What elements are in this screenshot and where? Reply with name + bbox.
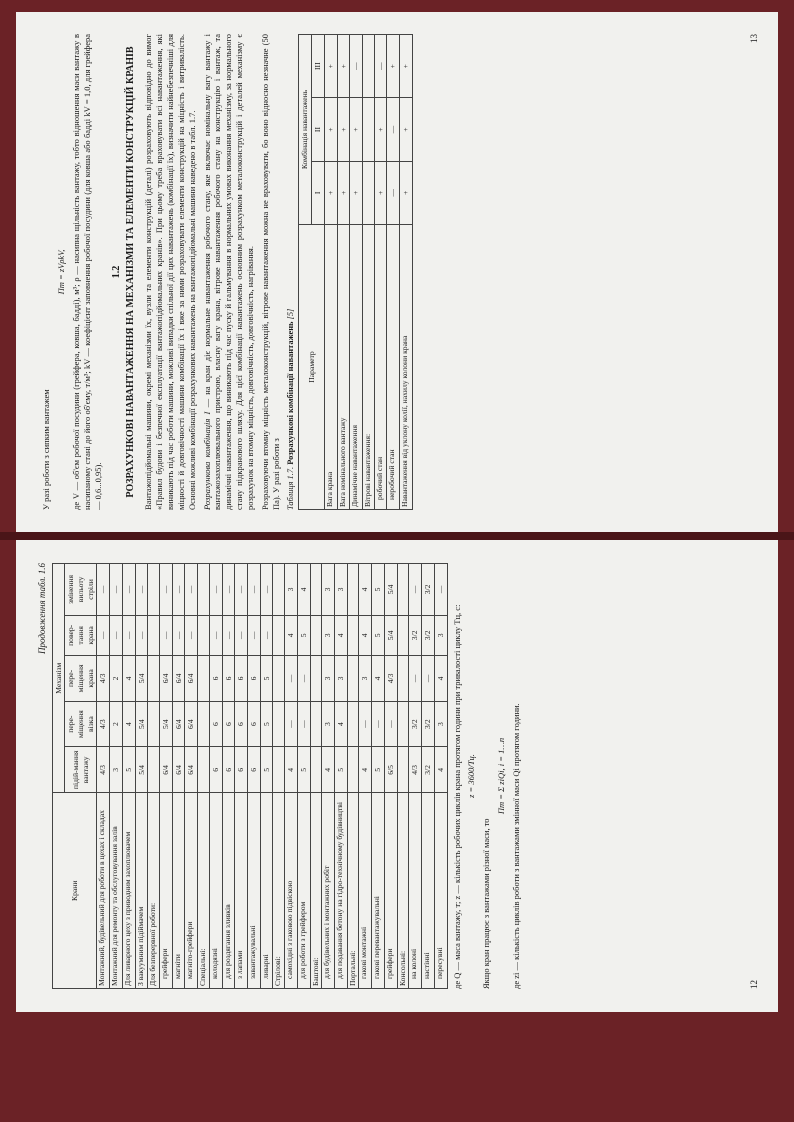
table-cell — [347, 655, 359, 701]
table-cell: 3/2 — [422, 747, 435, 793]
table-row — [159, 564, 172, 989]
table-cell — [347, 747, 359, 793]
table-cell: + — [350, 161, 363, 224]
table-cell — [310, 615, 322, 655]
table-cell: 4 — [322, 747, 335, 793]
table-cell: 3 — [434, 702, 447, 747]
table-cell: — — [248, 564, 261, 616]
row-label: гакові перевантажувальні — [372, 793, 385, 989]
table-cell: 2 — [110, 655, 123, 701]
table-cell — [198, 615, 210, 655]
paragraph-2-text: — на кран діє нормальне навантаження робочого стану, яке включає номінальну вагу вантажу і вантажозахоплювального пристрою, власну вагу крана, вітрове навантаження робочого стану на конструкцію і вантаж, та динамічні навантаження, що виникають під час пуску й гальмування в нормальних умовах виконання механізму, за нормального стану підкранового шляху. Для цієї комбінації навантажень основним розрахунком металоконструкцій і деталей механізму є розрахунок на втомну міцність, довговічність, довговічність, нагрівання. — [201, 33, 256, 510]
table-cell — [397, 655, 409, 701]
table-cell: — — [235, 615, 248, 655]
table-cell — [347, 564, 359, 616]
table-cell: 4/3 — [384, 655, 397, 701]
table-row — [260, 564, 273, 989]
row-label: Портальні: — [347, 793, 359, 989]
table-cell: 4 — [434, 655, 447, 701]
table-caption — [286, 34, 297, 510]
table-cell — [148, 615, 160, 655]
table-cell: — — [297, 702, 310, 747]
table-cell: 5/4 — [159, 702, 172, 747]
table-cell: 5 — [260, 702, 273, 747]
table-row — [347, 564, 359, 989]
table-cell — [198, 655, 210, 701]
table-cell: 3 — [335, 655, 348, 701]
table-cell: 3/2 — [422, 702, 435, 747]
table-cell — [148, 564, 160, 616]
table-cell: — — [110, 615, 123, 655]
col-trolley: пере-міщення візка — [65, 702, 97, 747]
table-cell: 4 — [359, 747, 372, 793]
table-cell: + — [324, 35, 337, 98]
paragraph-2 — [202, 34, 256, 510]
table-cell: 6/4 — [185, 747, 198, 793]
table-cell: 4 — [359, 615, 372, 655]
table-row — [422, 564, 435, 989]
table-cell: 4 — [434, 747, 447, 793]
table-cell: 6/4 — [172, 655, 185, 701]
text-bulk-cargo: У разі роботи з сипким вантажем — [41, 389, 51, 510]
table-cell: + — [400, 98, 413, 161]
table-cell: 6/4 — [185, 702, 198, 747]
table-cell: — — [185, 615, 198, 655]
table-cell: 5/4 — [135, 702, 148, 747]
table-cell: — — [260, 564, 273, 616]
table-cell: 6 — [235, 702, 248, 747]
table-row — [148, 564, 160, 989]
row-label: Стрілові: — [273, 793, 285, 989]
table-cell: 6 — [222, 702, 235, 747]
table-cell: + — [400, 35, 413, 98]
col-boom: змінення вильоту стріли — [65, 564, 97, 616]
table-cell: 4 — [297, 564, 310, 616]
table-cell: 6 — [209, 747, 222, 793]
row-label: магніто-грейфери — [185, 793, 198, 989]
table-cell: — — [97, 564, 110, 616]
table-cell: 3/2 — [409, 615, 422, 655]
col-rotate: повер-тання крана — [65, 615, 97, 655]
table-cell: — — [209, 615, 222, 655]
table-cell: 3 — [322, 655, 335, 701]
table-cell: 3/2 — [409, 702, 422, 747]
row-label: Динамічне навантаження — [350, 225, 363, 510]
table-cell: 6 — [235, 747, 248, 793]
table-cell: 5 — [122, 747, 135, 793]
table-cell — [397, 747, 409, 793]
formula-cycles: z = 3600/Tц. — [466, 754, 477, 798]
table-row — [397, 564, 409, 989]
table-cell — [198, 747, 210, 793]
row-label: неробочий стан — [387, 225, 400, 510]
table-cell: — — [260, 615, 273, 655]
col-crane: Крани — [52, 793, 97, 989]
table-cell: — — [235, 564, 248, 616]
table-cell: + — [400, 161, 413, 224]
table-row — [363, 35, 375, 510]
table-row — [337, 35, 350, 510]
table-cell: 6 — [222, 747, 235, 793]
row-label: З вакуумним підіймачем — [135, 793, 148, 989]
table-row — [400, 35, 413, 510]
table-row — [248, 564, 261, 989]
right-page-rotated — [27, 22, 767, 522]
table-row — [374, 35, 387, 510]
section-title: РОЗРАХУНКОВІ НАВАНТАЖЕННЯ НА МЕХАНІЗМИ ТА ЕЛЕМЕНТИ КОНСТРУКЦІЙ КРАНІВ — [125, 46, 137, 498]
table-cell: 3 — [434, 615, 447, 655]
table-cell: 5/4 — [135, 747, 148, 793]
right-page — [16, 12, 778, 532]
table-row — [122, 564, 135, 989]
row-label: настінні — [422, 793, 435, 989]
table-cell: 5 — [297, 615, 310, 655]
table-cell: — — [285, 655, 298, 701]
table-row — [384, 564, 397, 989]
row-label: Навантаження від уклону колії, нахилу колони крана — [400, 225, 413, 510]
table-cell: — — [185, 564, 198, 616]
row-label: робочий стан — [374, 225, 387, 510]
table-cell: — — [384, 702, 397, 747]
row-label: Для ливарного цеху з приводним захоплювачем — [122, 793, 135, 989]
table-row — [97, 564, 110, 989]
table-cell: + — [374, 98, 387, 161]
table-cell: + — [374, 161, 387, 224]
text-volume-definition: де V — об'єм робочої посудини (грейфера, ковша, бадді), м³; ρ — насипна щільність вантажу, тобто відношення маси вантажу в насипаному стані до його об'єму, т/м³; kV — коефіцієнт заповнення робочої посудини (для ковша або бадді kV = 1,0, для грейфера — 0,6...0,95). — [70, 34, 103, 510]
table-cell: 5/4 — [135, 655, 148, 701]
table-cell — [148, 702, 160, 747]
table-cell: 5 — [372, 564, 385, 616]
table-cell: — — [374, 35, 387, 98]
table-cell: — — [297, 655, 310, 701]
table-cell — [363, 35, 375, 98]
row-label: Спеціальні: — [198, 793, 210, 989]
table-cell: + — [324, 161, 337, 224]
row-label: завантажувальні — [248, 793, 261, 989]
table-cell: + — [337, 98, 350, 161]
table-cell — [310, 747, 322, 793]
col-crane-move: пере-міщення крана — [65, 655, 97, 701]
table-cell: + — [337, 35, 350, 98]
table-cell: 2 — [110, 702, 123, 747]
table-cell — [273, 747, 285, 793]
row-label: магніти — [172, 793, 185, 989]
text-zi-definition: де zi — кількість циклів роботи з вантажами змінної маси Qi протягом години. — [511, 703, 522, 989]
row-label: Вага номінального вантажу — [337, 225, 350, 510]
formula-bulk: Пт = zVρkV, — [55, 249, 66, 295]
table-cell: 6/4 — [159, 747, 172, 793]
col-combination-1: I — [312, 161, 325, 224]
table-cell: + — [324, 98, 337, 161]
row-label: Вітрові навантаження: — [363, 225, 375, 510]
row-label: Консольні: — [397, 793, 409, 989]
table-cell: — — [248, 615, 261, 655]
table-cell: 3 — [110, 747, 123, 793]
combination-i-label: Розрахункова комбінація I — [201, 411, 212, 510]
table-row — [409, 564, 422, 989]
table-cell: 5 — [372, 615, 385, 655]
row-label: Монтажний для ремонту та обслуговування залів — [110, 793, 123, 989]
row-label: на колоні — [409, 793, 422, 989]
row-label: з лапами — [235, 793, 248, 989]
table-cell: — — [434, 564, 447, 616]
book-spine — [0, 532, 794, 540]
table-cell: 5/4 — [384, 615, 397, 655]
row-label: самохідні з гаковою підвіскою — [285, 793, 298, 989]
table-cell: — — [422, 655, 435, 701]
text-variable-mass: Якщо кран працює з вантажами різної маси, то — [481, 818, 492, 989]
table-cell: 4 — [122, 655, 135, 701]
table-row — [198, 564, 210, 989]
table-cell: 6 — [209, 702, 222, 747]
table-cell: 4/3 — [409, 747, 422, 793]
table-row — [285, 564, 298, 989]
table-cell: 4 — [372, 655, 385, 701]
table-continuation-label: Продовження табл. 1.6 — [37, 563, 47, 655]
table-cell: 6 — [248, 655, 261, 701]
table-cell: — — [172, 615, 185, 655]
table-cell: 3 — [335, 564, 348, 616]
table-row — [110, 564, 123, 989]
table-cell: 4/3 — [97, 655, 110, 701]
table-cell — [273, 615, 285, 655]
text-mass-definition: де Q — маса вантажу, т; z — кількість робочих циклів крана протягом години при тривалості циклу Tц, с: — [451, 604, 462, 989]
table-cell: + — [350, 98, 363, 161]
table-caption-title: Розрахункові комбінації навантажень — [285, 321, 295, 465]
table-cell: — — [135, 615, 148, 655]
table-cell — [148, 655, 160, 701]
table-cell: — — [159, 564, 172, 616]
row-label: грейфери — [384, 793, 397, 989]
load-table-body — [324, 35, 412, 510]
section-number: 1.2 — [111, 265, 123, 279]
row-label: колодязні — [209, 793, 222, 989]
table-cell: 5 — [335, 747, 348, 793]
table-cell — [273, 702, 285, 747]
table-cell — [198, 564, 210, 616]
table-cell: 4 — [359, 564, 372, 616]
table-cell: 5 — [372, 747, 385, 793]
table-row — [172, 564, 185, 989]
table-cell: 5 — [260, 655, 273, 701]
table-cell: 4 — [285, 747, 298, 793]
formula-sum: Пт = Σ ziQi, i = 1…n — [496, 737, 507, 815]
table-row — [209, 564, 222, 989]
table-cell: — — [409, 655, 422, 701]
row-label: для будівельних і монтажних робіт — [322, 793, 335, 989]
row-label: пересувні — [434, 793, 447, 989]
table-cell — [347, 615, 359, 655]
row-label: Вага крана — [324, 225, 337, 510]
table-row — [185, 564, 198, 989]
col-combination: Комбінація навантажень — [299, 35, 312, 225]
table-cell — [310, 564, 322, 616]
table-cell: 6/4 — [159, 655, 172, 701]
left-page-rotated — [27, 551, 767, 1001]
table-cell: — — [97, 615, 110, 655]
table-row — [235, 564, 248, 989]
page-number-right: 13 — [749, 34, 760, 43]
table-cell: 4 — [285, 615, 298, 655]
table-row — [324, 35, 337, 510]
table-row — [350, 35, 363, 510]
table-cell — [363, 98, 375, 161]
table-cell — [273, 564, 285, 616]
table-cell: 4 — [335, 702, 348, 747]
page-number-left: 12 — [749, 980, 760, 989]
col-lift: підій-мання вантажу — [65, 747, 97, 793]
col-mechanism: Механізм — [52, 564, 65, 794]
table-cell — [273, 655, 285, 701]
table-cell: 3/2 — [422, 615, 435, 655]
row-label: для подавання бетону на гідро-технічному будівництві — [335, 793, 348, 989]
row-label: Для безперервної роботи: — [148, 793, 160, 989]
table-row — [222, 564, 235, 989]
table-cell: — — [159, 615, 172, 655]
table-cell: — — [172, 564, 185, 616]
table-cell: — — [359, 702, 372, 747]
table-row — [335, 564, 348, 989]
table-cell: 3/2 — [422, 564, 435, 616]
table-cell — [397, 615, 409, 655]
table-row — [310, 564, 322, 989]
row-label: гакові монтажні — [359, 793, 372, 989]
table-cell: 6/5 — [384, 747, 397, 793]
table-cell: 5/4 — [384, 564, 397, 616]
table-cell — [363, 161, 375, 224]
crane-mechanism-table — [52, 563, 448, 989]
table-cell — [198, 702, 210, 747]
table-cell: — — [409, 564, 422, 616]
crane-table-body — [97, 564, 447, 989]
table-row — [273, 564, 285, 989]
table-cell: 3 — [322, 702, 335, 747]
table-row — [297, 564, 310, 989]
table-cell: + — [387, 35, 400, 98]
table-cell: — — [222, 564, 235, 616]
paragraph-1: Вантажопідйомальні машини, окремі механізми їх, вузли та елементи конструкцій (деталі) розраховують відповідно до вимог «Правил будови і безпечної експлуатації вантажопідйомальних кранів». При цьому треба враховувати всі навантаження, які виникають під час роботи машини, можливі випадки спільної дії цих навантажень (комбінації їх), визначити найнебезпечніші для міцності й довговічності машини комбінації їх і вже за ними розраховувати елементи конструкцій на міцність і витривалість. Основні можливі комбінації розрахункових навантажень на вантажопідйомальні машини наведено в табл. 1.7. — [143, 34, 197, 510]
table-row — [434, 564, 447, 989]
table-row — [322, 564, 335, 989]
table-row — [387, 35, 400, 510]
table-cell: — — [285, 702, 298, 747]
table-cell: 6 — [209, 655, 222, 701]
table-cell: 3 — [359, 655, 372, 701]
row-label: грейфери — [159, 793, 172, 989]
table-caption-ref: [5] — [285, 308, 295, 320]
left-page — [16, 540, 778, 1012]
table-cell: 4/3 — [97, 702, 110, 747]
table-caption-prefix: Таблиця 1.7. — [285, 466, 295, 510]
table-cell — [310, 702, 322, 747]
table-cell: 6 — [235, 655, 248, 701]
table-cell: — — [122, 564, 135, 616]
table-cell: — — [387, 161, 400, 224]
table-cell: 4 — [122, 702, 135, 747]
table-cell: 6/4 — [185, 655, 198, 701]
col-param: Параметр — [299, 225, 324, 510]
table-cell: 6 — [248, 747, 261, 793]
table-cell: 3 — [285, 564, 298, 616]
table-cell — [397, 564, 409, 616]
table-cell: 5 — [260, 747, 273, 793]
table-cell: — — [222, 615, 235, 655]
row-label: для роботи з грейфером — [297, 793, 310, 989]
table-cell: — — [372, 702, 385, 747]
table-cell: — — [350, 35, 363, 98]
table-cell: — — [122, 615, 135, 655]
table-row — [372, 564, 385, 989]
table-cell: + — [337, 161, 350, 224]
table-cell: — — [209, 564, 222, 616]
table-cell: 3 — [322, 615, 335, 655]
table-cell: 4/3 — [97, 747, 110, 793]
table-cell — [310, 655, 322, 701]
col-combination-2: II — [312, 98, 325, 161]
load-combination-table — [298, 34, 412, 510]
table-cell: 6/4 — [172, 702, 185, 747]
table-cell — [148, 747, 160, 793]
col-combination-3: III — [312, 35, 325, 98]
row-label: ливарні — [260, 793, 273, 989]
table-cell: 6 — [222, 655, 235, 701]
paragraph-3: Розраховуючи втомну міцність металоконструкцій, вітрове навантаження можна не враховувати, бо воно відносно незначне (50 Па). У разі роботи з — [259, 34, 281, 510]
table-cell: 5 — [297, 747, 310, 793]
row-label: Баштові: — [310, 793, 322, 989]
table-cell — [347, 702, 359, 747]
table-cell: 3 — [322, 564, 335, 616]
table-row — [359, 564, 372, 989]
table-cell: 4 — [335, 615, 348, 655]
row-label: для роздягання зливків — [222, 793, 235, 989]
table-row — [135, 564, 148, 989]
table-cell: 6/4 — [172, 747, 185, 793]
row-label: Монтажний, будівельний для роботи в цехах і складах — [97, 793, 110, 989]
table-cell — [397, 702, 409, 747]
table-cell: — — [110, 564, 123, 616]
table-cell: — — [135, 564, 148, 616]
table-cell: — — [387, 98, 400, 161]
table-cell: 6 — [248, 702, 261, 747]
